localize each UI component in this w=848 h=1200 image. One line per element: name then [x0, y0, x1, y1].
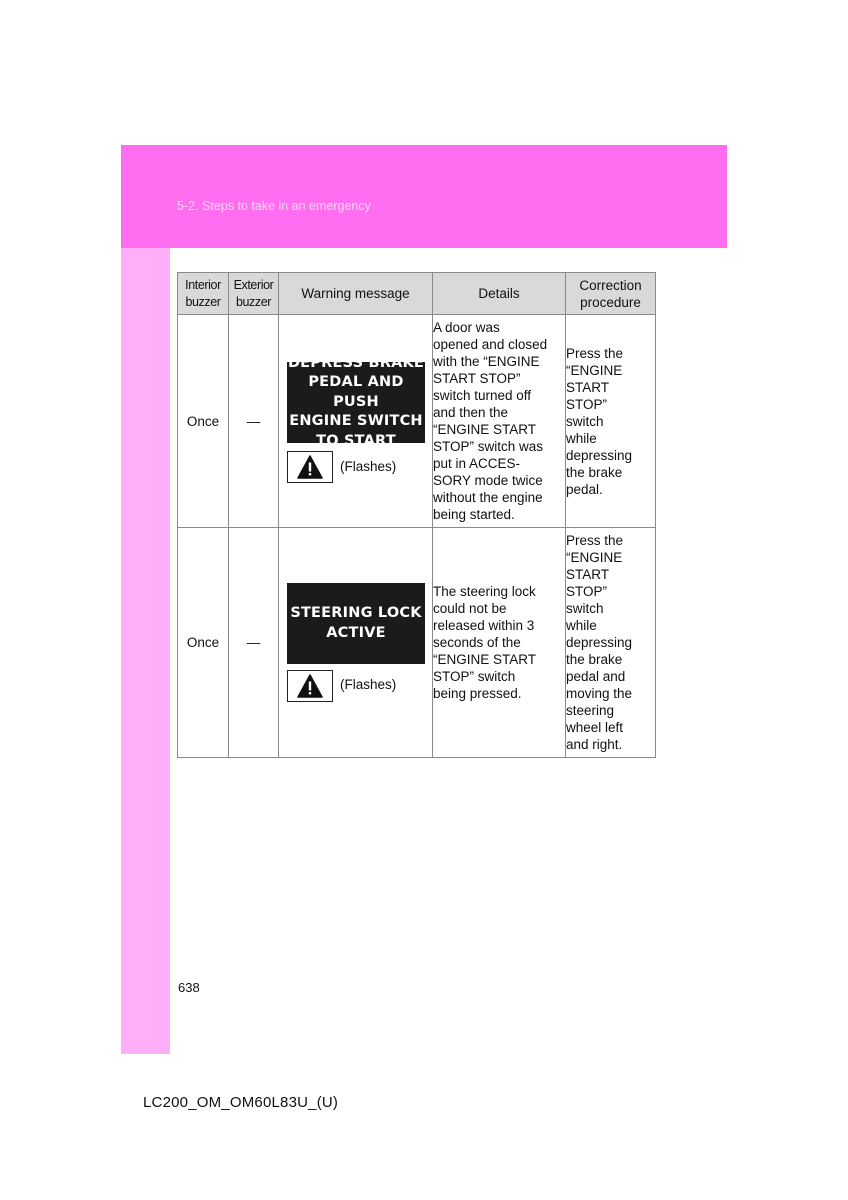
correction-line: START: [566, 379, 610, 395]
details-line: “ENGINE START: [433, 652, 537, 667]
header-exterior-buzzer: [229, 273, 279, 315]
warning-message-cell: [279, 528, 433, 758]
correction-cell: [566, 315, 656, 528]
exterior-buzzer-cell: —: [229, 315, 279, 528]
warning-message-cell: [279, 315, 433, 528]
details-line: seconds of the: [433, 635, 521, 650]
correction-line: moving the: [566, 686, 633, 701]
interior-buzzer-cell: Once: [178, 528, 229, 758]
warning-table: [177, 272, 656, 758]
correction-line: START: [566, 567, 610, 582]
correction-line: depressing: [566, 447, 633, 463]
correction-line: and right.: [566, 737, 623, 752]
header-correction-line2: procedure: [580, 294, 641, 310]
header-warning-message: Warning message: [279, 273, 433, 315]
side-strip: [121, 248, 170, 1054]
table-row: [178, 528, 656, 758]
correction-line: while: [566, 618, 597, 633]
header-interior-line1: Interior: [185, 277, 221, 292]
header-correction-procedure: [566, 273, 656, 315]
details-line: released within 3: [433, 618, 535, 633]
correction-line: Press the: [566, 345, 624, 361]
details-line: could not be: [433, 601, 507, 616]
details-line: STOP” switch: [433, 669, 516, 684]
lcd-line: ACTIVE: [326, 624, 386, 641]
details-cell: [433, 315, 566, 528]
footer-code: LC200_OM_OM60L83U_(U): [143, 1094, 339, 1111]
details-line: SORY mode twice: [433, 473, 543, 488]
table-row: [178, 315, 656, 528]
header-exterior-line2: buzzer: [235, 294, 272, 309]
warning-indicator-box: [287, 451, 333, 483]
correction-line: steering: [566, 703, 615, 718]
details-line: “ENGINE START: [433, 422, 537, 437]
details-line: being started.: [433, 507, 515, 522]
correction-line: Press the: [566, 533, 624, 548]
details-line: and then the: [433, 405, 509, 420]
lcd-line: PEDAL AND PUSH: [308, 374, 404, 410]
interior-buzzer-cell: Once: [178, 315, 229, 528]
lcd-message-display: [287, 354, 425, 449]
details-line: START STOP”: [433, 371, 521, 386]
correction-line: switch: [566, 601, 604, 616]
lcd-line: STEERING LOCK: [290, 605, 422, 621]
lcd-line: ENGINE SWITCH: [289, 413, 423, 430]
details-cell: [433, 528, 566, 758]
details-line: being pressed.: [433, 686, 522, 701]
correction-line: while: [566, 430, 597, 446]
correction-line: STOP”: [566, 584, 608, 599]
header-exterior-line1: Exterior: [233, 277, 274, 292]
correction-line: “ENGINE: [566, 550, 623, 565]
details-line: with the “ENGINE: [433, 354, 540, 369]
header-interior-line2: buzzer: [185, 294, 221, 309]
lcd-message-display: [287, 583, 425, 664]
details-line: The steering lock: [433, 584, 536, 599]
flashes-label: (Flashes): [340, 677, 397, 692]
details-line: STOP” switch was: [433, 439, 544, 454]
header-interior-buzzer: [178, 273, 229, 315]
correction-line: “ENGINE: [566, 362, 623, 378]
correction-line: switch: [566, 413, 604, 429]
correction-cell: [566, 528, 656, 758]
correction-line: wheel left: [566, 720, 624, 735]
details-line: A door was: [433, 320, 500, 335]
page-number: 638: [178, 980, 200, 995]
correction-line: STOP”: [566, 396, 608, 412]
flashes-label: (Flashes): [340, 459, 397, 474]
correction-line: pedal and: [566, 669, 626, 684]
details-line: opened and closed: [433, 337, 548, 352]
header-band: [121, 145, 727, 248]
correction-line: the brake: [566, 652, 623, 667]
correction-line: the brake: [566, 464, 623, 480]
warning-indicator-box: [287, 670, 333, 702]
header-details: Details: [433, 273, 566, 315]
warning-triangle-icon: [297, 674, 323, 698]
lcd-line: DEPRESS BRAKE: [287, 354, 425, 371]
details-line: put in ACCES-: [433, 456, 521, 471]
table-header-row: [178, 273, 656, 315]
section-title: 5-2. Steps to take in an emergency: [177, 199, 371, 213]
warning-triangle-icon: [297, 455, 323, 479]
lcd-line: TO START: [316, 432, 396, 449]
correction-line: depressing: [566, 635, 633, 650]
details-line: without the engine: [433, 490, 543, 505]
header-correction-line1: Correction: [579, 277, 642, 293]
correction-line: pedal.: [566, 481, 603, 497]
exterior-buzzer-cell: —: [229, 528, 279, 758]
details-line: switch turned off: [433, 388, 532, 403]
